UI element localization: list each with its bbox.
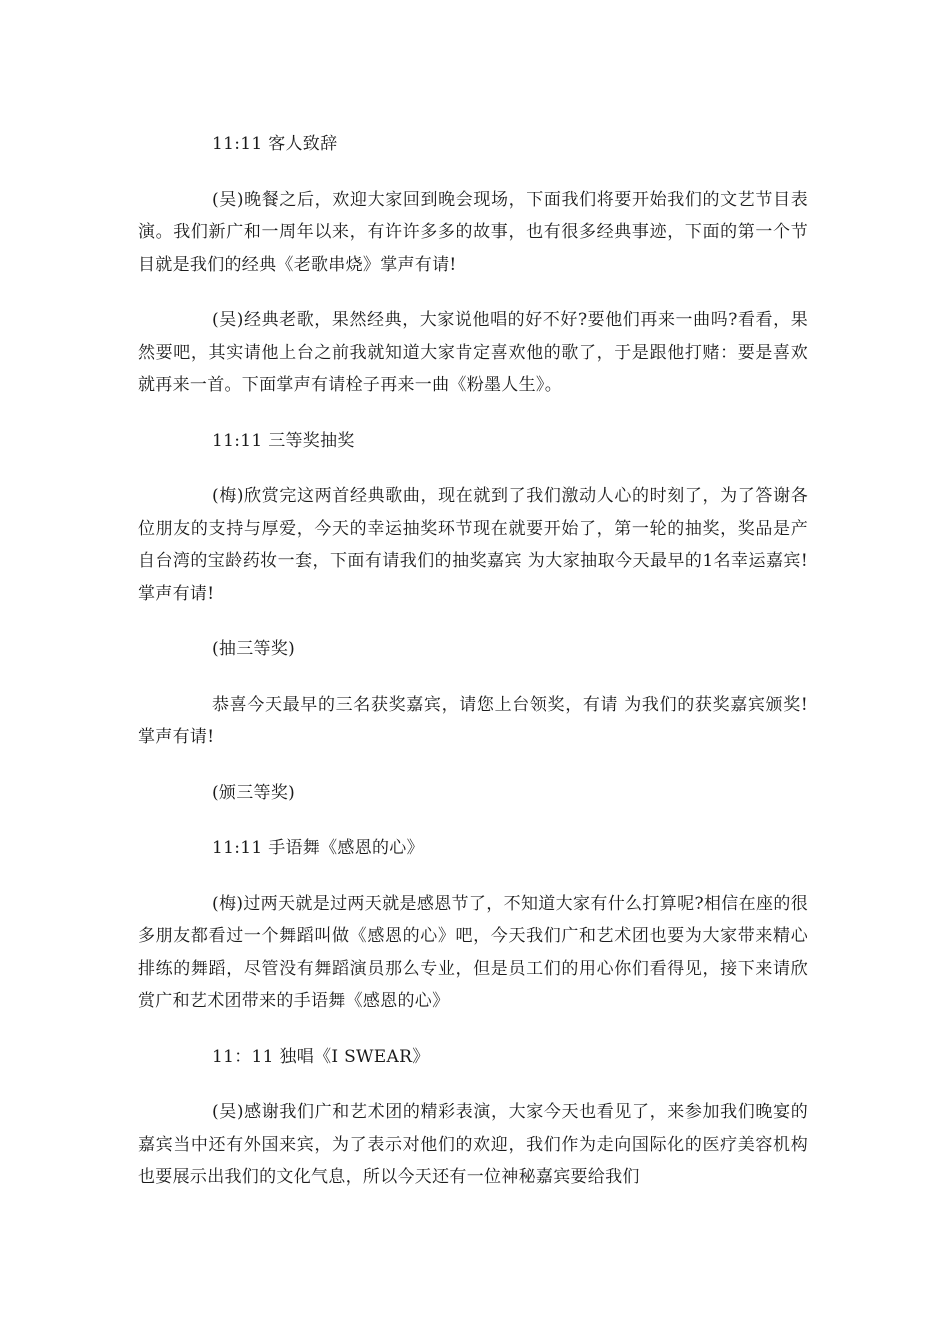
document-body [138, 128, 808, 1217]
section-heading-guest-speech: 11:11 客人致辞 [212, 134, 338, 154]
paragraph-mystery-guest: (吴)感谢我们广和艺术团的精彩表演，大家今天也看见了，来参加我们晚宴的嘉宾当中还有外国来宾，为了表示对他们的欢迎，我们作为走向国际化的医疗美容机构也要展示出我们的文化气息，所以今天还有一位神秘嘉宾要给我们 [138, 1102, 808, 1187]
section-heading-sign-dance: 11:11 手语舞《感恩的心》 [212, 838, 424, 858]
paragraph-encore: (吴)经典老歌，果然经典，大家说他唱的好不好?要他们再来一曲吗?看看，果然要吧，其实请他上台之前我就知道大家肯定喜欢他的歌了，于是跟他打赌：要是喜欢就再来一首。下面掌声有请栓子再来一曲《粉墨人生》。 [138, 310, 808, 395]
section-heading-solo-song: 11：11 独唱《I SWEAR》 [212, 1046, 430, 1067]
paragraph-thanksgiving-dance: (梅)过两天就是过两天就是感恩节了，不知道大家有什么打算呢?相信在座的很多朋友都看过一个舞蹈叫做《感恩的心》吧，今天我们广和艺术团也要为大家带来精心排练的舞蹈，尽管没有舞蹈演员那么专业，但是员工们的用心你们看得见，接下来请欣赏广和艺术团带来的手语舞《感恩的心》 [138, 893, 808, 1011]
paragraph-congratulations: 恭喜今天最早的三名获奖嘉宾，请您上台领奖，有请 为我们的获奖嘉宾颁奖!掌声有请! [138, 694, 808, 747]
stage-note-draw-third-prize: (抽三等奖) [212, 639, 296, 659]
section-heading-third-prize-draw: 11:11 三等奖抽奖 [212, 430, 355, 451]
paragraph-lottery-intro: (梅)欣赏完这两首经典歌曲，现在就到了我们激动人心的时刻了，为了答谢各位朋友的支持与厚爱，今天的幸运抽奖环节现在就要开始了，第一轮的抽奖，奖品是产自台湾的宝龄药妆一套，下面有请我们的抽奖嘉宾 为大家抽取今天最早的1名幸运嘉宾!掌声有请! [138, 486, 808, 604]
paragraph-opening-remarks: (吴)晚餐之后，欢迎大家回到晚会现场，下面我们将要开始我们的文艺节目表演。我们新广和一周年以来，有许许多多的故事，也有很多经典事迹，下面的第一个节目就是我们的经典《老歌串烧》掌声有请! [138, 189, 808, 275]
stage-note-award-third-prize: (颁三等奖) [212, 782, 296, 803]
